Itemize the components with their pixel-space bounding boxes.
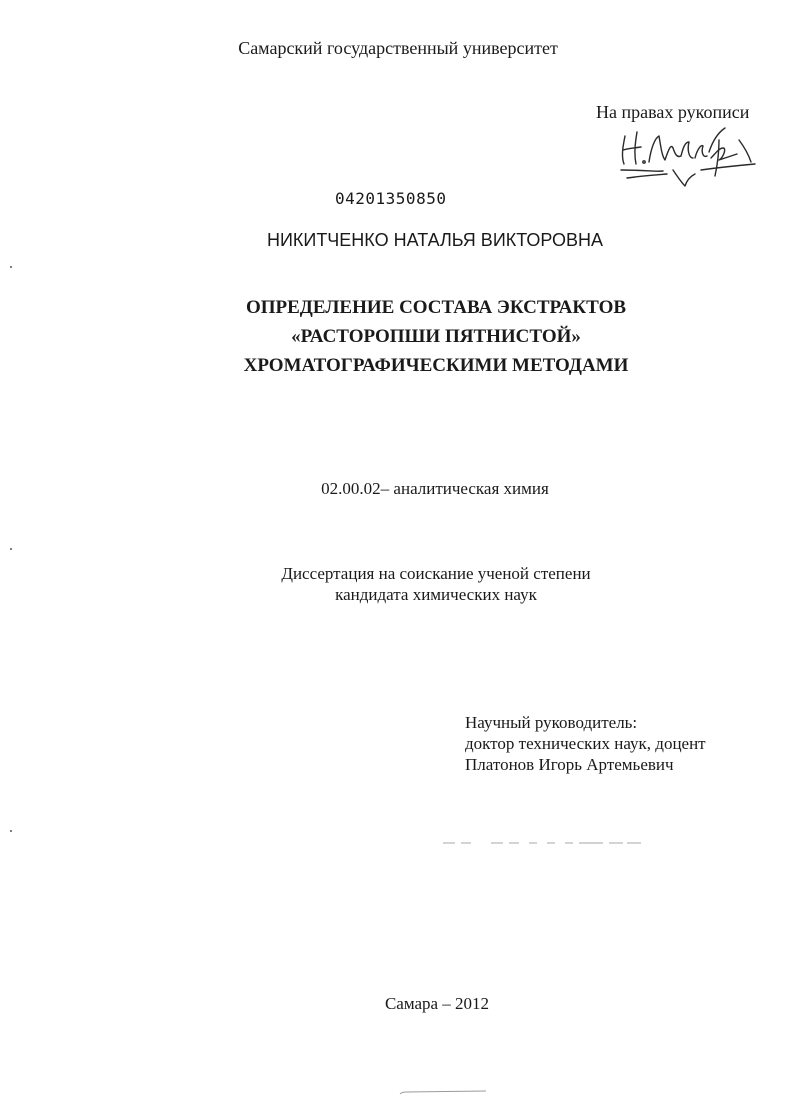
specialty-code: 02.00.02– аналитическая химия	[321, 479, 549, 498]
city-and-year: Самара – 2012	[384, 994, 490, 1013]
university-name: Самарский государственный университет	[238, 38, 558, 58]
advisor-credentials: доктор технических наук, доцент	[465, 734, 706, 753]
margin-speck	[10, 548, 12, 550]
author-name: НИКИТЧЕНКО НАТАЛЬЯ ВИКТОРОВНА	[266, 230, 604, 250]
margin-speck	[10, 266, 12, 268]
catalog-code: 04201350850	[335, 189, 447, 208]
degree-line: кандидата химических наук	[335, 585, 537, 604]
title-line: ОПРЕДЕЛЕНИЕ СОСТАВА ЭКСТРАКТОВ	[245, 297, 627, 318]
advisor-name: Платонов Игорь Артемьевич	[465, 755, 674, 774]
title-line: ХРОМАТОГРАФИЧЕСКИМИ МЕТОДАМИ	[243, 355, 629, 376]
manuscript-rights-note: На правах рукописи	[596, 102, 750, 122]
title-line: «РАСТОРОПШИ ПЯТНИСТОЙ»	[291, 326, 581, 347]
scan-artifact-line	[398, 1088, 488, 1096]
advisor-label: Научный руководитель:	[465, 713, 638, 732]
handwritten-signature	[615, 118, 760, 190]
scan-artifact-dashes	[443, 840, 643, 846]
margin-speck	[10, 830, 12, 832]
dissertation-title	[0, 293, 796, 380]
scientific-advisor	[465, 712, 706, 775]
degree-statement	[0, 563, 796, 605]
degree-line: Диссертация на соискание ученой степени	[281, 564, 591, 583]
